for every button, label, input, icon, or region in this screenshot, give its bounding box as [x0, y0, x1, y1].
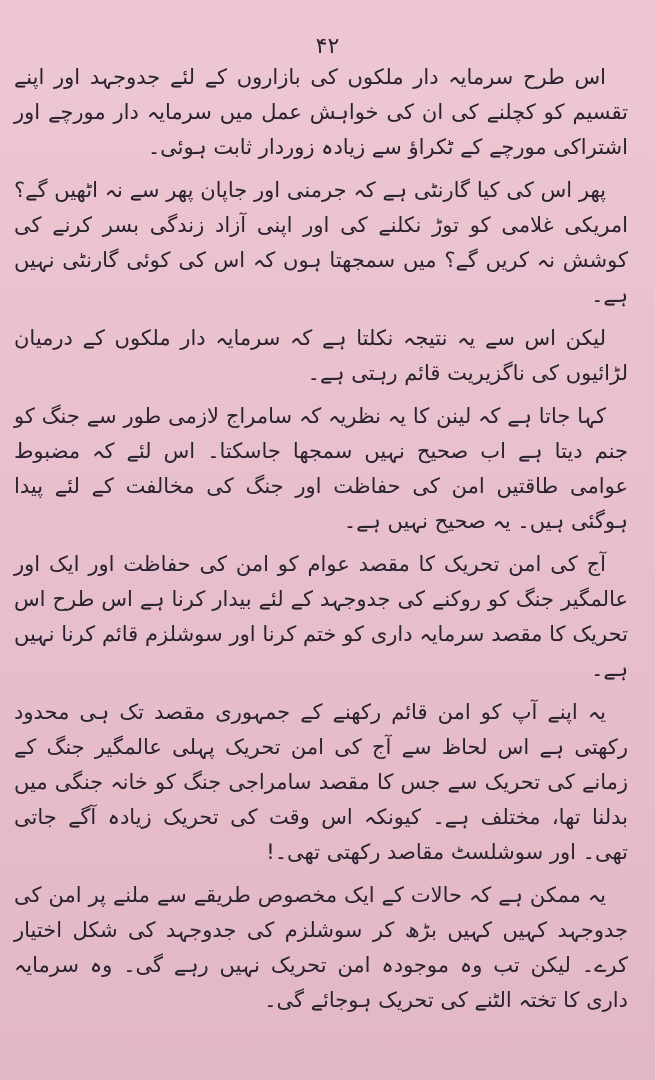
paragraph: یہ ممکن ہے کہ حالات کے ایک مخصوص طریقے سے ملنے پر امن کی جدوجہد کہیں کہیں بڑھ کر سوشلزم کی جدوجہد کی شکل اختیار کرے۔ لیکن تب وہ موجودہ امن تحریک نہیں رہے گی۔ وہ سرمایہ داری کا تختہ الٹنے کی تحریک ہوجائے گی۔ [14, 883, 628, 1012]
paragraph: لیکن اس سے یہ نتیجہ نکلتا ہے کہ سرمایہ دار ملکوں کے درمیان لڑائیوں کی ناگزیریت قائم رہتی ہے۔ [14, 326, 628, 385]
paragraph: آج کی امن تحریک کا مقصد عوام کو امن کی حفاظت اور ایک اور عالمگیر جنگ کو روکنے کی جدوجہد کے لئے بیدار کرنا ہے اس طرح اس تحریک کا مقصد سرمایہ داری کو ختم کرنا اور سوشلزم قائم کرنا نہیں ہے۔ [14, 552, 628, 681]
page-number: ۴۲ [315, 34, 340, 59]
paragraph: یہ اپنے آپ کو امن قائم رکھنے کے جمہوری مقصد تک ہی محدود رکھتی ہے اس لحاظ سے آج کی امن تحریک پہلی عالمگیر جنگ کے زمانے کی تحریک سے جس کا مقصد سامراجی جنگ کو خانہ جنگی میں بدلنا تھا، مختلف ہے۔ کیونکہ اس وقت کی تحریک زیادہ آگے جاتی تھی۔ اور سوشلسٹ مقاصد رکھتی تھی۔! [14, 700, 628, 864]
paragraph: اس طرح سرمایہ دار ملکوں کی بازاروں کے لئے جدوجہد اور اپنے تقسیم کو کچلنے کی ان کی خواہش عمل میں سرمایہ دار مورچے اور اشتراکی مورچے کے ٹکراؤ سے زیادہ زوردار ثابت ہوئی۔ [14, 65, 628, 159]
body-text [14, 60, 628, 1026]
paragraph: پھر اس کی کیا گارنٹی ہے کہ جرمنی اور جاپان پھر سے نہ اٹھیں گے؟ امریکی غلامی کو توڑ نکلنے کی اور اپنی آزاد زندگی بسر کرنے کی کوشش نہ کریں گے؟ میں سمجھتا ہوں کہ اس کی کوئی گارنٹی نہیں ہے۔ [14, 178, 628, 307]
paragraph: کہا جاتا ہے کہ لینن کا یہ نظریہ کہ سامراج لازمی طور سے جنگ کو جنم دیتا ہے اب صحیح نہیں سمجھا جاسکتا۔ اس لئے کہ مضبوط عوامی طاقتیں امن کی حفاظت اور جنگ کی مخالفت کے لئے پیدا ہوگئی ہیں۔ یہ صحیح نہیں ہے۔ [14, 404, 628, 533]
